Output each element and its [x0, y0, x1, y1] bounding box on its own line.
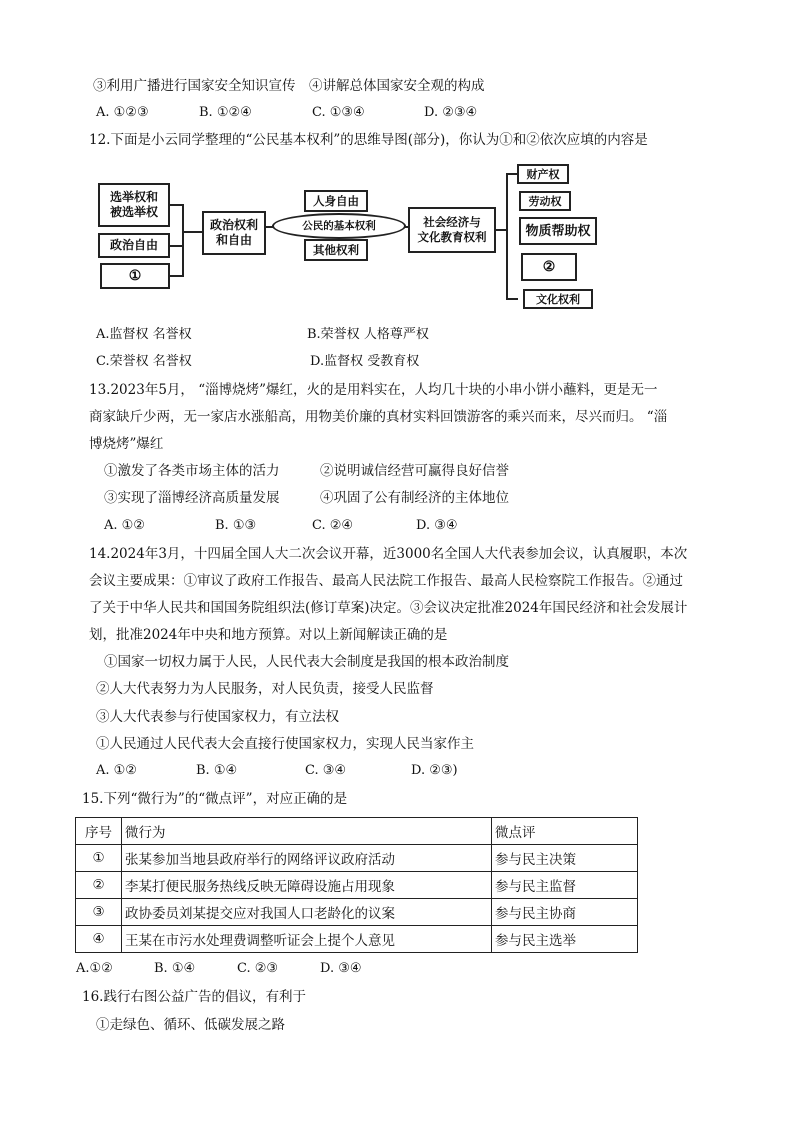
row-index: ④: [76, 926, 122, 953]
q13-option-c: C. ②④: [312, 518, 354, 533]
q11-option-c: C. ①③④: [312, 105, 365, 120]
q16-item-1: ①走绿色、循环、低碳发展之路: [96, 1017, 285, 1033]
q14-option-c: C. ③④: [305, 763, 347, 778]
q14-item-3: ③人大代表参与行使国家权力，有立法权: [96, 709, 339, 725]
q15-stem: 15.下列“微行为”的“微点评”，对应正确的是: [82, 791, 348, 807]
header-index: 序号: [76, 818, 122, 845]
row-index: ②: [76, 872, 122, 899]
q12-option-c: C.荣誉权 名誉权: [96, 354, 192, 369]
q15-option-a: A.①②: [76, 961, 113, 976]
q12-option-d: D.监督权 受教育权: [310, 354, 420, 369]
q15-option-c: C. ②③: [237, 961, 279, 976]
q13-item-3: ③实现了淄博经济高质量发展: [104, 490, 280, 506]
row-action: 李某打便民服务热线反映无障碍设施占用现象: [122, 872, 492, 899]
q13-stem-line-1: 13.2023年5月， “淄博烧烤”爆红，火的是用料实在，人均几十块的小串小饼小蘸料，更是无一: [89, 382, 658, 398]
box-political-rights: 政治权利 和自由: [202, 211, 266, 255]
row-index: ①: [76, 845, 122, 872]
box-blank-2: ②: [521, 253, 577, 281]
q13-option-d: D. ③④: [416, 518, 458, 533]
q13-item-2: ②说明诚信经营可赢得良好信誉: [320, 463, 509, 479]
q13-option-a: A. ①②: [104, 518, 145, 533]
q14-stem-line-1: 14.2024年3月，十四届全国人大二次会议开幕，近3000名全国人大代表参加会议，认真履职，本次: [89, 546, 688, 562]
row-action: 王某在市污水处理费调整听证会上提个人意见: [122, 926, 492, 953]
row-comment: 参与民主协商: [492, 899, 638, 926]
box-personal-freedom: 人身自由: [304, 190, 368, 212]
q13-stem-line-3: 博烧烤”爆红: [89, 436, 164, 452]
q14-stem-line-3: 了关于中华人民共和国国务院组织法(修订草案)决定。③会议决定批准2024年国民经济和社会发展计: [89, 600, 688, 616]
table-row: [76, 926, 638, 953]
q13-stem-line-2: 商家缺斤少两，无一家店水涨船高，用物美价廉的真材实料回馈游客的乘兴而来，尽兴而归。 “淄: [89, 409, 668, 425]
q12-option-b: B.荣誉权 人格尊严权: [307, 327, 429, 342]
box-other-rights: 其他权利: [304, 239, 368, 261]
q15-option-b: B. ①④: [154, 961, 196, 976]
q14-item-2: ②人大代表努力为人民服务，对人民负责，接受人民监督: [96, 681, 434, 697]
q15-option-d: D. ③④: [320, 961, 362, 976]
q16-stem: 16.践行右图公益广告的倡议，有利于: [82, 989, 306, 1005]
box-material-assistance: 物质帮助权: [519, 217, 597, 245]
header-comment: 微点评: [492, 818, 638, 845]
box-blank-1: ①: [100, 263, 170, 289]
row-action: 张某参加当地县政府举行的网络评议政府活动: [122, 845, 492, 872]
q13-option-b: B. ①③: [215, 518, 257, 533]
center-basic-rights: 公民的基本权利: [272, 213, 406, 239]
q15-table: [75, 817, 638, 953]
box-socio-economic-rights: 社会经济与 文化教育权利: [408, 207, 496, 253]
table-header-row: [76, 818, 638, 845]
q11-option-b: B. ①②④: [199, 105, 252, 120]
q11-option-a: A. ①②③: [96, 105, 149, 120]
q12-option-a: A.监督权 名誉权: [96, 327, 192, 342]
q14-stem-line-2: 会议主要成果：①审议了政府工作报告、最高人民法院工作报告、最高人民检察院工作报告。②通过: [89, 573, 683, 589]
q11-items-line: ③利用广播进行国家安全知识宣传 ④讲解总体国家安全观的构成: [93, 78, 485, 94]
row-comment: 参与民主选举: [492, 926, 638, 953]
header-action: 微行为: [122, 818, 492, 845]
q11-option-d: D. ②③④: [424, 105, 478, 120]
table-row: [76, 845, 638, 872]
box-labor-right: 劳动权: [519, 191, 571, 211]
q12-stem: 12.下面是小云同学整理的“公民基本权利”的思维导图(部分)，你认为①和②依次应填的内容是: [89, 132, 648, 148]
q13-item-4: ④巩固了公有制经济的主体地位: [320, 490, 509, 506]
q14-option-d: D. ②③): [411, 763, 458, 778]
q14-option-a: A. ①②: [96, 763, 137, 778]
box-election-rights: 选举权和 被选举权: [98, 183, 170, 227]
row-comment: 参与民主监督: [492, 872, 638, 899]
box-property-right: 财产权: [517, 164, 569, 184]
q14-stem-line-4: 划，批准2024年中央和地方预算。对以上新闻解读正确的是: [89, 627, 448, 643]
table-row: [76, 872, 638, 899]
table-row: [76, 899, 638, 926]
box-culture-right: 文化权利: [523, 289, 593, 309]
q13-item-1: ①激发了各类市场主体的活力: [104, 463, 280, 479]
row-index: ③: [76, 899, 122, 926]
q14-item-4: ①人民通过人民代表大会直接行使国家权力，实现人民当家作主: [96, 736, 474, 752]
box-political-freedom: 政治自由: [98, 233, 170, 258]
q14-item-1: ①国家一切权力属于人民，人民代表大会制度是我国的根本政治制度: [104, 654, 509, 670]
row-comment: 参与民主决策: [492, 845, 638, 872]
rights-mind-map: [98, 167, 598, 310]
q14-option-b: B. ①④: [196, 763, 238, 778]
row-action: 政协委员刘某提交应对我国人口老龄化的议案: [122, 899, 492, 926]
